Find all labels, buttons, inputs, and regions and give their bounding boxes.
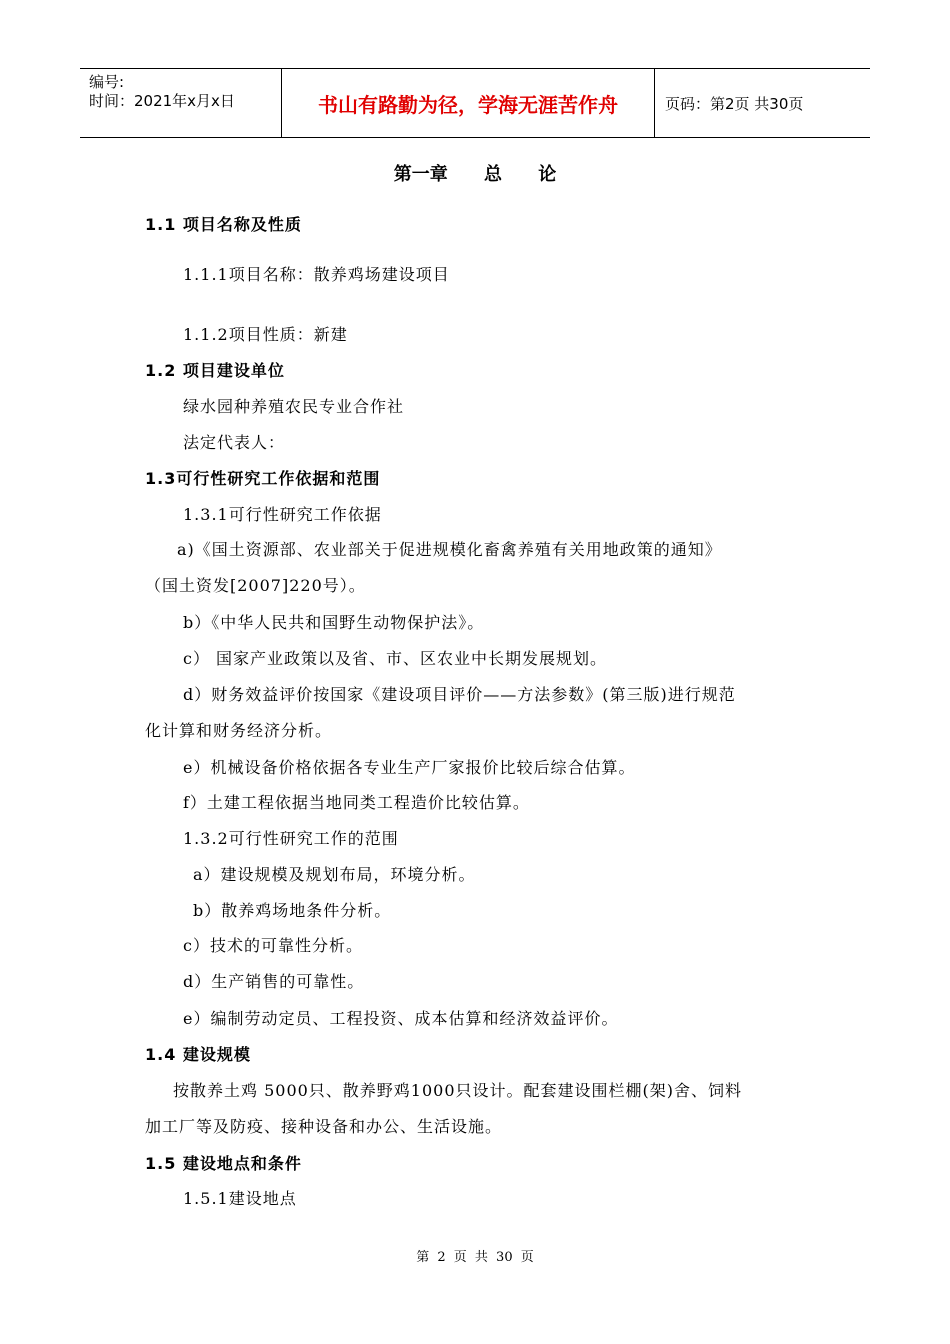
header-page-info: 页码：第2页 共30页: [665, 94, 804, 113]
serial-label: 编号:: [89, 73, 125, 91]
body-line: 法定代表人：: [183, 433, 286, 452]
body-line: b）《中华人民共和国野生动物保护法》。: [183, 613, 485, 632]
header-left-cell: [89, 73, 235, 111]
page-header: [80, 68, 870, 138]
header-divider: [654, 69, 655, 137]
body-line: d）财务效益评价按国家《建设项目评价——方法参数》(第三版)进行规范: [183, 685, 736, 704]
body-line: a)《国土资源部、农业部关于促进规模化畜禽养殖有关用地政策的通知》: [177, 540, 722, 559]
body-line: d）生产销售的可靠性。: [183, 972, 365, 991]
body-line: 化计算和财务经济分析。: [145, 721, 333, 740]
body-line: b）散养鸡场地条件分析。: [193, 901, 392, 920]
body-line: e）机械设备价格依据各专业生产厂家报价比较后综合估算。: [183, 758, 636, 777]
body-line: 1.1.1项目名称：散养鸡场建设项目: [183, 265, 450, 284]
body-line: c） 国家产业政策以及省、市、区农业中长期发展规划。: [183, 649, 608, 668]
header-motto: 书山有路勤为径，学海无涯苦作舟: [318, 92, 618, 117]
section-heading: 1.3可行性研究工作依据和范围: [145, 469, 381, 488]
body-line: 1.5.1建设地点: [183, 1189, 297, 1208]
body-line: 绿水园种养殖农民专业合作社: [183, 397, 405, 416]
body-line: （国土资发[2007]220号）。: [145, 576, 366, 595]
body-line: c）技术的可靠性分析。: [183, 936, 363, 955]
body-line: 1.1.2项目性质：新建: [183, 325, 348, 344]
body-line: 加工厂等及防疫、接种设备和办公、生活设施。: [145, 1117, 503, 1136]
body-line: e）编制劳动定员、工程投资、成本估算和经济效益评价。: [183, 1009, 619, 1028]
page-footer: 第 2 页 共 30 页: [416, 1250, 534, 1265]
section-heading: 1.2 项目建设单位: [145, 361, 285, 380]
body-line: 1.3.1可行性研究工作依据: [183, 505, 382, 524]
body-line: 按散养土鸡 5000只、散养野鸡1000只设计。配套建设围栏棚(架)舍、饲料: [173, 1081, 743, 1100]
body-line: a）建设规模及规划布局，环境分析。: [193, 865, 476, 884]
chapter-title: 第一章 总 论: [393, 164, 557, 185]
section-heading: 1.5 建设地点和条件: [145, 1154, 302, 1173]
body-line: f）土建工程依据当地同类工程造价比较估算。: [183, 793, 530, 812]
body-line: 1.3.2可行性研究工作的范围: [183, 829, 399, 848]
time-label: 时间：2021年x月x日: [89, 92, 235, 110]
section-heading: 1.1 项目名称及性质: [145, 215, 302, 234]
section-heading: 1.4 建设规模: [145, 1045, 251, 1064]
